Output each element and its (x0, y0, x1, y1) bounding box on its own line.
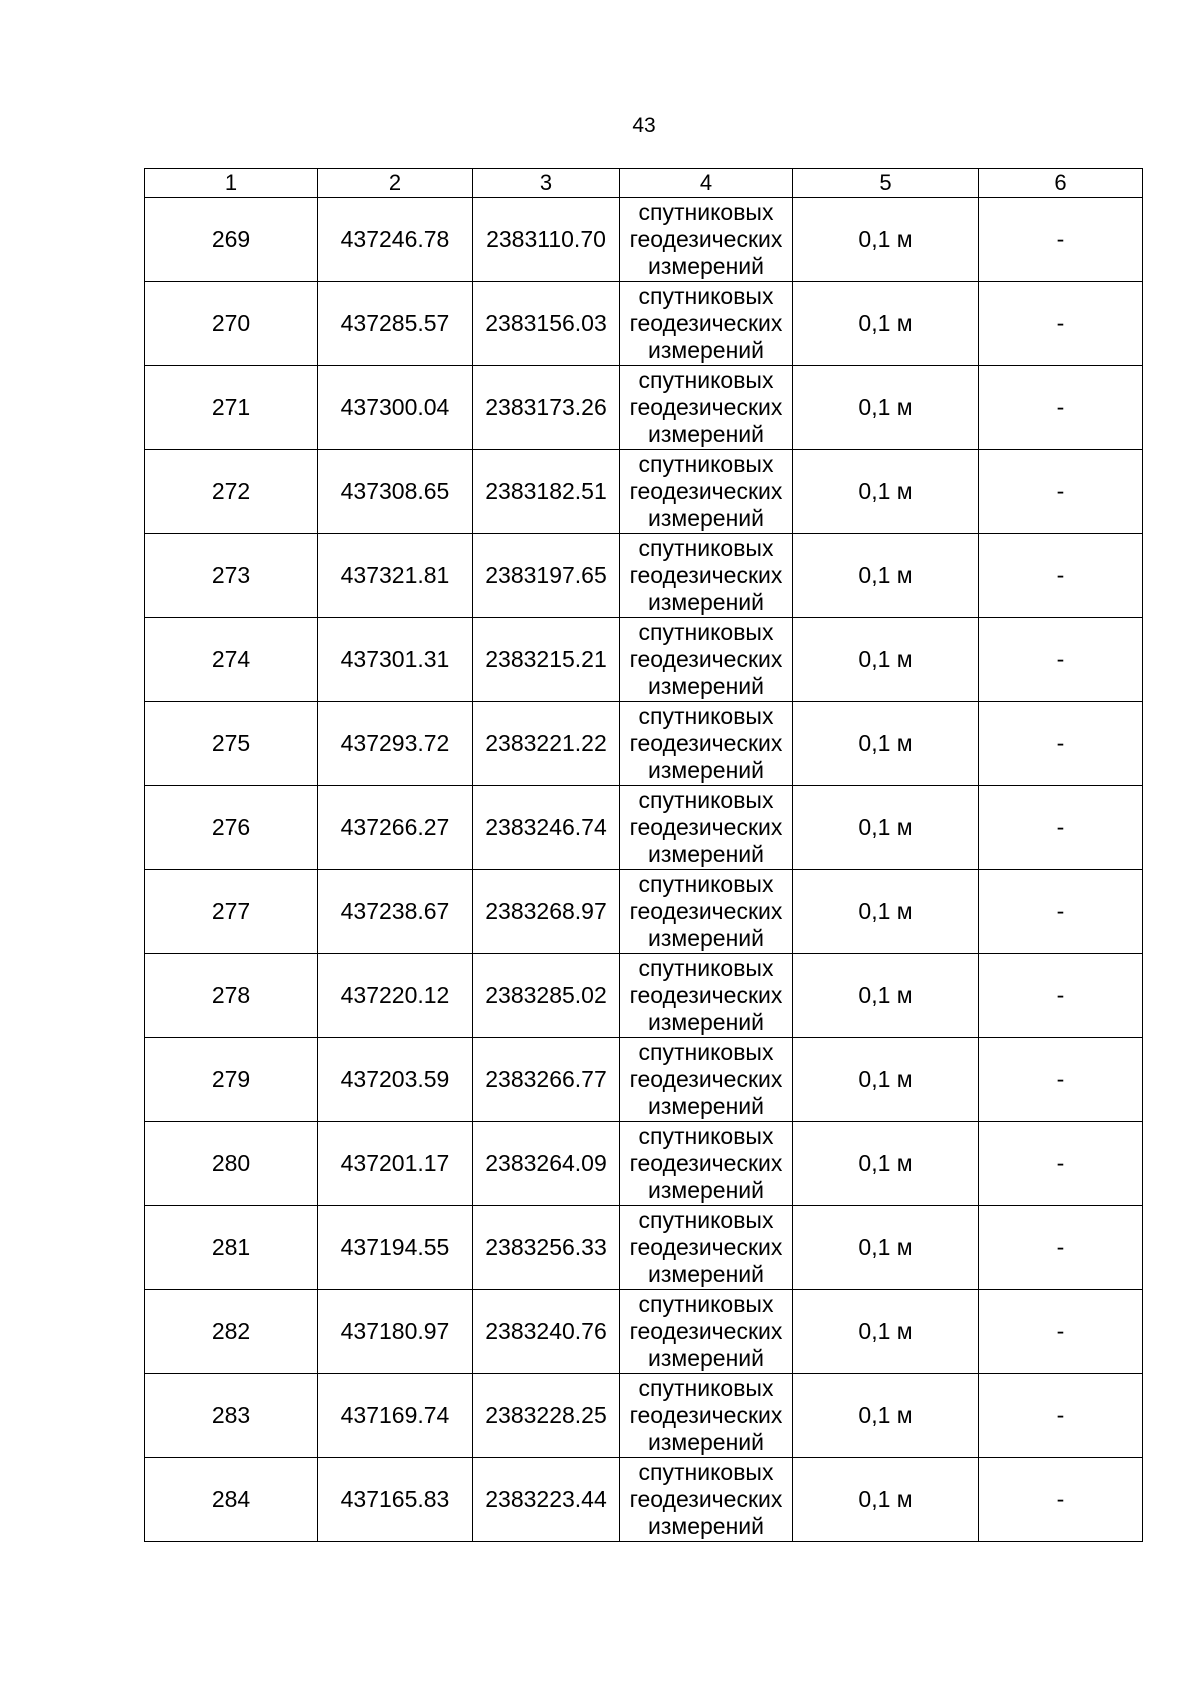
x-coordinate-cell: 437201.17 (318, 1122, 473, 1206)
method-text: спутниковых геодезических измерений (629, 1459, 783, 1539)
method-cell (620, 1374, 793, 1458)
point-number-cell: 279 (145, 1038, 318, 1122)
note-cell: - (979, 1374, 1143, 1458)
point-number-cell: 275 (145, 702, 318, 786)
column-header: 1 (145, 169, 318, 198)
note-cell: - (979, 954, 1143, 1038)
accuracy-cell: 0,1 м (793, 1458, 979, 1542)
point-number-cell: 284 (145, 1458, 318, 1542)
column-header: 2 (318, 169, 473, 198)
method-text: спутниковых геодезических измерений (629, 367, 783, 447)
y-coordinate-cell: 2383264.09 (473, 1122, 620, 1206)
note-cell: - (979, 198, 1143, 282)
table-row (145, 618, 1143, 702)
y-coordinate-cell: 2383256.33 (473, 1206, 620, 1290)
x-coordinate-cell: 437180.97 (318, 1290, 473, 1374)
point-number-cell: 282 (145, 1290, 318, 1374)
accuracy-cell: 0,1 м (793, 450, 979, 534)
x-coordinate-cell: 437293.72 (318, 702, 473, 786)
x-coordinate-cell: 437169.74 (318, 1374, 473, 1458)
y-coordinate-cell: 2383221.22 (473, 702, 620, 786)
point-number-cell: 270 (145, 282, 318, 366)
method-text: спутниковых геодезических измерений (629, 703, 783, 783)
note-cell: - (979, 1458, 1143, 1542)
accuracy-cell: 0,1 м (793, 870, 979, 954)
method-text: спутниковых геодезических измерений (629, 451, 783, 531)
note-cell: - (979, 1290, 1143, 1374)
column-header: 6 (979, 169, 1143, 198)
point-number-cell: 277 (145, 870, 318, 954)
y-coordinate-cell: 2383197.65 (473, 534, 620, 618)
point-number-cell: 271 (145, 366, 318, 450)
point-number-cell: 272 (145, 450, 318, 534)
y-coordinate-cell: 2383156.03 (473, 282, 620, 366)
method-cell (620, 534, 793, 618)
table-row (145, 282, 1143, 366)
x-coordinate-cell: 437246.78 (318, 198, 473, 282)
point-number-cell: 273 (145, 534, 318, 618)
y-coordinate-cell: 2383246.74 (473, 786, 620, 870)
note-cell: - (979, 534, 1143, 618)
x-coordinate-cell: 437220.12 (318, 954, 473, 1038)
accuracy-cell: 0,1 м (793, 534, 979, 618)
method-cell (620, 198, 793, 282)
method-cell (620, 450, 793, 534)
point-number-cell: 280 (145, 1122, 318, 1206)
method-text: спутниковых геодезических измерений (629, 1039, 783, 1119)
method-cell (620, 870, 793, 954)
point-number-cell: 276 (145, 786, 318, 870)
x-coordinate-cell: 437203.59 (318, 1038, 473, 1122)
method-cell (620, 1206, 793, 1290)
coordinates-table (144, 168, 1143, 1542)
accuracy-cell: 0,1 м (793, 1038, 979, 1122)
x-coordinate-cell: 437194.55 (318, 1206, 473, 1290)
table-row (145, 450, 1143, 534)
point-number-cell: 281 (145, 1206, 318, 1290)
x-coordinate-cell: 437321.81 (318, 534, 473, 618)
point-number-cell: 269 (145, 198, 318, 282)
table-body (145, 198, 1143, 1542)
accuracy-cell: 0,1 м (793, 702, 979, 786)
y-coordinate-cell: 2383173.26 (473, 366, 620, 450)
accuracy-cell: 0,1 м (793, 618, 979, 702)
method-cell (620, 1458, 793, 1542)
method-cell (620, 618, 793, 702)
accuracy-cell: 0,1 м (793, 954, 979, 1038)
note-cell: - (979, 1038, 1143, 1122)
note-cell: - (979, 1122, 1143, 1206)
accuracy-cell: 0,1 м (793, 1290, 979, 1374)
method-text: спутниковых геодезических измерений (629, 199, 783, 279)
note-cell: - (979, 870, 1143, 954)
method-cell (620, 1122, 793, 1206)
accuracy-cell: 0,1 м (793, 282, 979, 366)
note-cell: - (979, 618, 1143, 702)
x-coordinate-cell: 437165.83 (318, 1458, 473, 1542)
method-text: спутниковых геодезических измерений (629, 535, 783, 615)
method-text: спутниковых геодезических измерений (629, 1123, 783, 1203)
table-row (145, 954, 1143, 1038)
method-text: спутниковых геодезических измерений (629, 1375, 783, 1455)
table-row (145, 198, 1143, 282)
x-coordinate-cell: 437300.04 (318, 366, 473, 450)
y-coordinate-cell: 2383182.51 (473, 450, 620, 534)
method-cell (620, 1290, 793, 1374)
note-cell: - (979, 702, 1143, 786)
note-cell: - (979, 366, 1143, 450)
table-row (145, 1206, 1143, 1290)
y-coordinate-cell: 2383266.77 (473, 1038, 620, 1122)
method-text: спутниковых геодезических измерений (629, 787, 783, 867)
x-coordinate-cell: 437238.67 (318, 870, 473, 954)
method-text: спутниковых геодезических измерений (629, 1291, 783, 1371)
method-text: спутниковых геодезических измерений (629, 955, 783, 1035)
note-cell: - (979, 786, 1143, 870)
accuracy-cell: 0,1 м (793, 1122, 979, 1206)
x-coordinate-cell: 437301.31 (318, 618, 473, 702)
table-row (145, 1122, 1143, 1206)
table-row (145, 534, 1143, 618)
table-row (145, 786, 1143, 870)
y-coordinate-cell: 2383215.21 (473, 618, 620, 702)
y-coordinate-cell: 2383268.97 (473, 870, 620, 954)
table-row (145, 702, 1143, 786)
method-text: спутниковых геодезических измерений (629, 283, 783, 363)
point-number-cell: 283 (145, 1374, 318, 1458)
method-cell (620, 786, 793, 870)
note-cell: - (979, 450, 1143, 534)
x-coordinate-cell: 437308.65 (318, 450, 473, 534)
y-coordinate-cell: 2383228.25 (473, 1374, 620, 1458)
accuracy-cell: 0,1 м (793, 1374, 979, 1458)
point-number-cell: 274 (145, 618, 318, 702)
table-header (145, 169, 1143, 198)
table-row (145, 1374, 1143, 1458)
table-row (145, 1458, 1143, 1542)
method-cell (620, 366, 793, 450)
table-row (145, 1038, 1143, 1122)
page-number: 43 (632, 114, 656, 137)
column-header: 3 (473, 169, 620, 198)
method-text: спутниковых геодезических измерений (629, 619, 783, 699)
method-cell (620, 1038, 793, 1122)
method-cell (620, 282, 793, 366)
table-row (145, 870, 1143, 954)
accuracy-cell: 0,1 м (793, 198, 979, 282)
table-row (145, 1290, 1143, 1374)
column-header: 4 (620, 169, 793, 198)
y-coordinate-cell: 2383285.02 (473, 954, 620, 1038)
method-cell (620, 702, 793, 786)
y-coordinate-cell: 2383110.70 (473, 198, 620, 282)
accuracy-cell: 0,1 м (793, 786, 979, 870)
method-text: спутниковых геодезических измерений (629, 871, 783, 951)
x-coordinate-cell: 437266.27 (318, 786, 473, 870)
accuracy-cell: 0,1 м (793, 366, 979, 450)
y-coordinate-cell: 2383240.76 (473, 1290, 620, 1374)
method-text: спутниковых геодезических измерений (629, 1207, 783, 1287)
method-cell (620, 954, 793, 1038)
point-number-cell: 278 (145, 954, 318, 1038)
x-coordinate-cell: 437285.57 (318, 282, 473, 366)
note-cell: - (979, 1206, 1143, 1290)
column-header: 5 (793, 169, 979, 198)
table-row (145, 366, 1143, 450)
note-cell: - (979, 282, 1143, 366)
accuracy-cell: 0,1 м (793, 1206, 979, 1290)
y-coordinate-cell: 2383223.44 (473, 1458, 620, 1542)
header-row (145, 169, 1143, 198)
